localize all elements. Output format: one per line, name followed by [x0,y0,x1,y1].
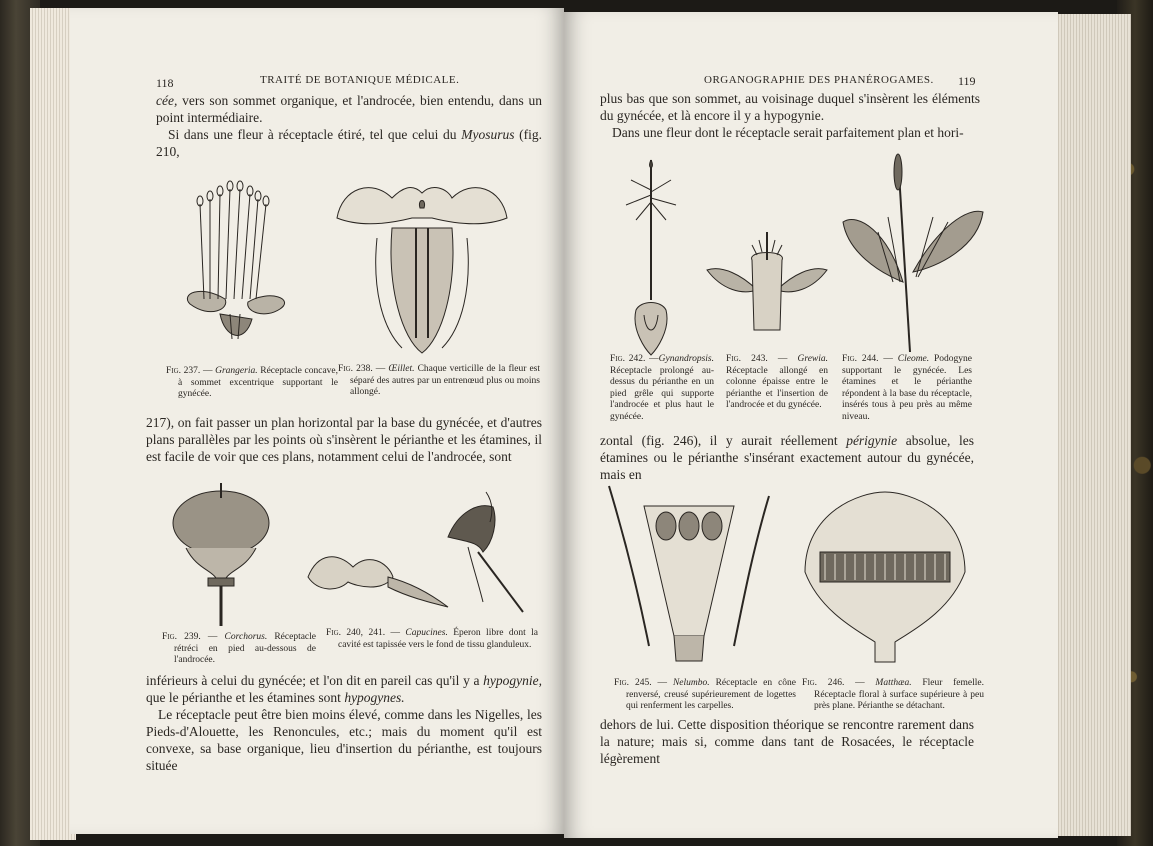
figure-238-oeillet [332,168,512,358]
fig244-caption: Fig. 244. — Cleome. Podogyne supportant le gynécée. Les étamines et le périanthe répondent à la base du réceptacle, insérés tous à peu près au même niveau. [842,354,973,422]
right-bottom-text: dehors de lui. Cette disposition théorique se rencontre rarement dans la nature; mais si, comme dans tant de Rosacées, le réceptacle légèrement [600,717,974,766]
figure-244-cleome [838,152,988,362]
right-page-number: 119 [958,74,976,88]
fig242-caption: Fig. 242. —Gynandropsis. Réceptacle prolongé au-dessus du périanthe en un pied grêle qui supporte l'androcée et plus haut le gynécée. [610,354,714,422]
figure-239-corchorus [166,478,276,628]
figure-240-241-capucines [298,482,528,622]
fig243-caption: Fig. 243. — Grewia. Réceptacle allongé en colonne épaisse entre le périanthe et l'insertion de l'androcée et du gynécée. [726,354,829,410]
fig240-241-caption: Fig. 240, 241. — Capucines. Éperon libre dont la cavité est tapissée vers le fond de tissu glanduleux. [326,628,538,650]
figure-246-matthaea [800,482,970,672]
fig238-caption: Fig. 238. — Œillet. Chaque verticille de la fleur est séparé des autres par un entrenœud plus ou moins allongé. [338,364,541,397]
left-middle-text: 217), on fait passer un plan horizontal par la base du gynécée, et d'autres plans parallèles par les points où s'insèrent le périanthe et les étamines, il est facile de voir que ces plans, notamment celui de l'androcée, sont [146,415,542,464]
fig245-caption: Fig. 245. — Nelumbo. Réceptacle en cône renversé, creusé supérieurement de logettes qui renferment les carpelles. [614,678,797,711]
left-page-number: 118 [156,76,174,90]
figure-243-grewia [702,230,832,340]
figure-237-grangeria [170,174,300,354]
left-top-text: cée, vers son sommet organique, et l'androcée, bien entendu, dans un point intermédiaire. Si dans une fleur à réceptacle étiré, tel que celui du Myosurus (fig. 210, [156,93,542,159]
right-running-head: ORGANOGRAPHIE DES PHANÉROGAMES. [704,74,934,86]
left-bottom-text: inférieurs à celui du gynécée; et l'on dit en pareil cas qu'il y a hypogynie, que le périanthe et les étamines sont hypogynes. Le réceptacle peut être bien moins élevé, comme dans les Nigelles, les Pieds-d'Alouette, les Renoncules, etc.; mais du moment qu'il est convexe, sa base organique, lieu d'insertion du périanthe, est toujours située [146,673,542,773]
fig237-caption: Fig. 237. — Grangeria. Réceptacle concave, à sommet excentrique supportant le gynécée. [166,366,339,399]
figure-242-gynandropsis [616,150,686,360]
left-page [70,8,564,834]
right-middle-text: zontal (fig. 246), il y aurait réellement périgynie absolue, les étamines ou le périanthe s'insérant exactement autour du gynécée, mais en [600,433,974,482]
right-page [564,12,1058,838]
fig239-caption: Fig. 239. — Corchorus. Réceptacle rétréci en pied au-dessous de l'androcée. [162,632,317,665]
page-edges-right [1053,14,1131,836]
left-running-head: TRAITÉ DE BOTANIQUE MÉDICALE. [260,74,460,86]
figure-245-nelumbo [604,476,774,666]
right-top-text: plus bas que son sommet, au voisinage duquel s'insèrent les éléments du gynécée, et là encore il y a hypogynie. Dans une fleur dont le réceptacle serait parfaitement plan et hori- [600,91,980,140]
fig246-caption: Fig. 246. — Matthæa. Fleur femelle. Réceptacle floral à surface supérieure à peu près plane. Périanthe se détachant. [802,678,984,711]
